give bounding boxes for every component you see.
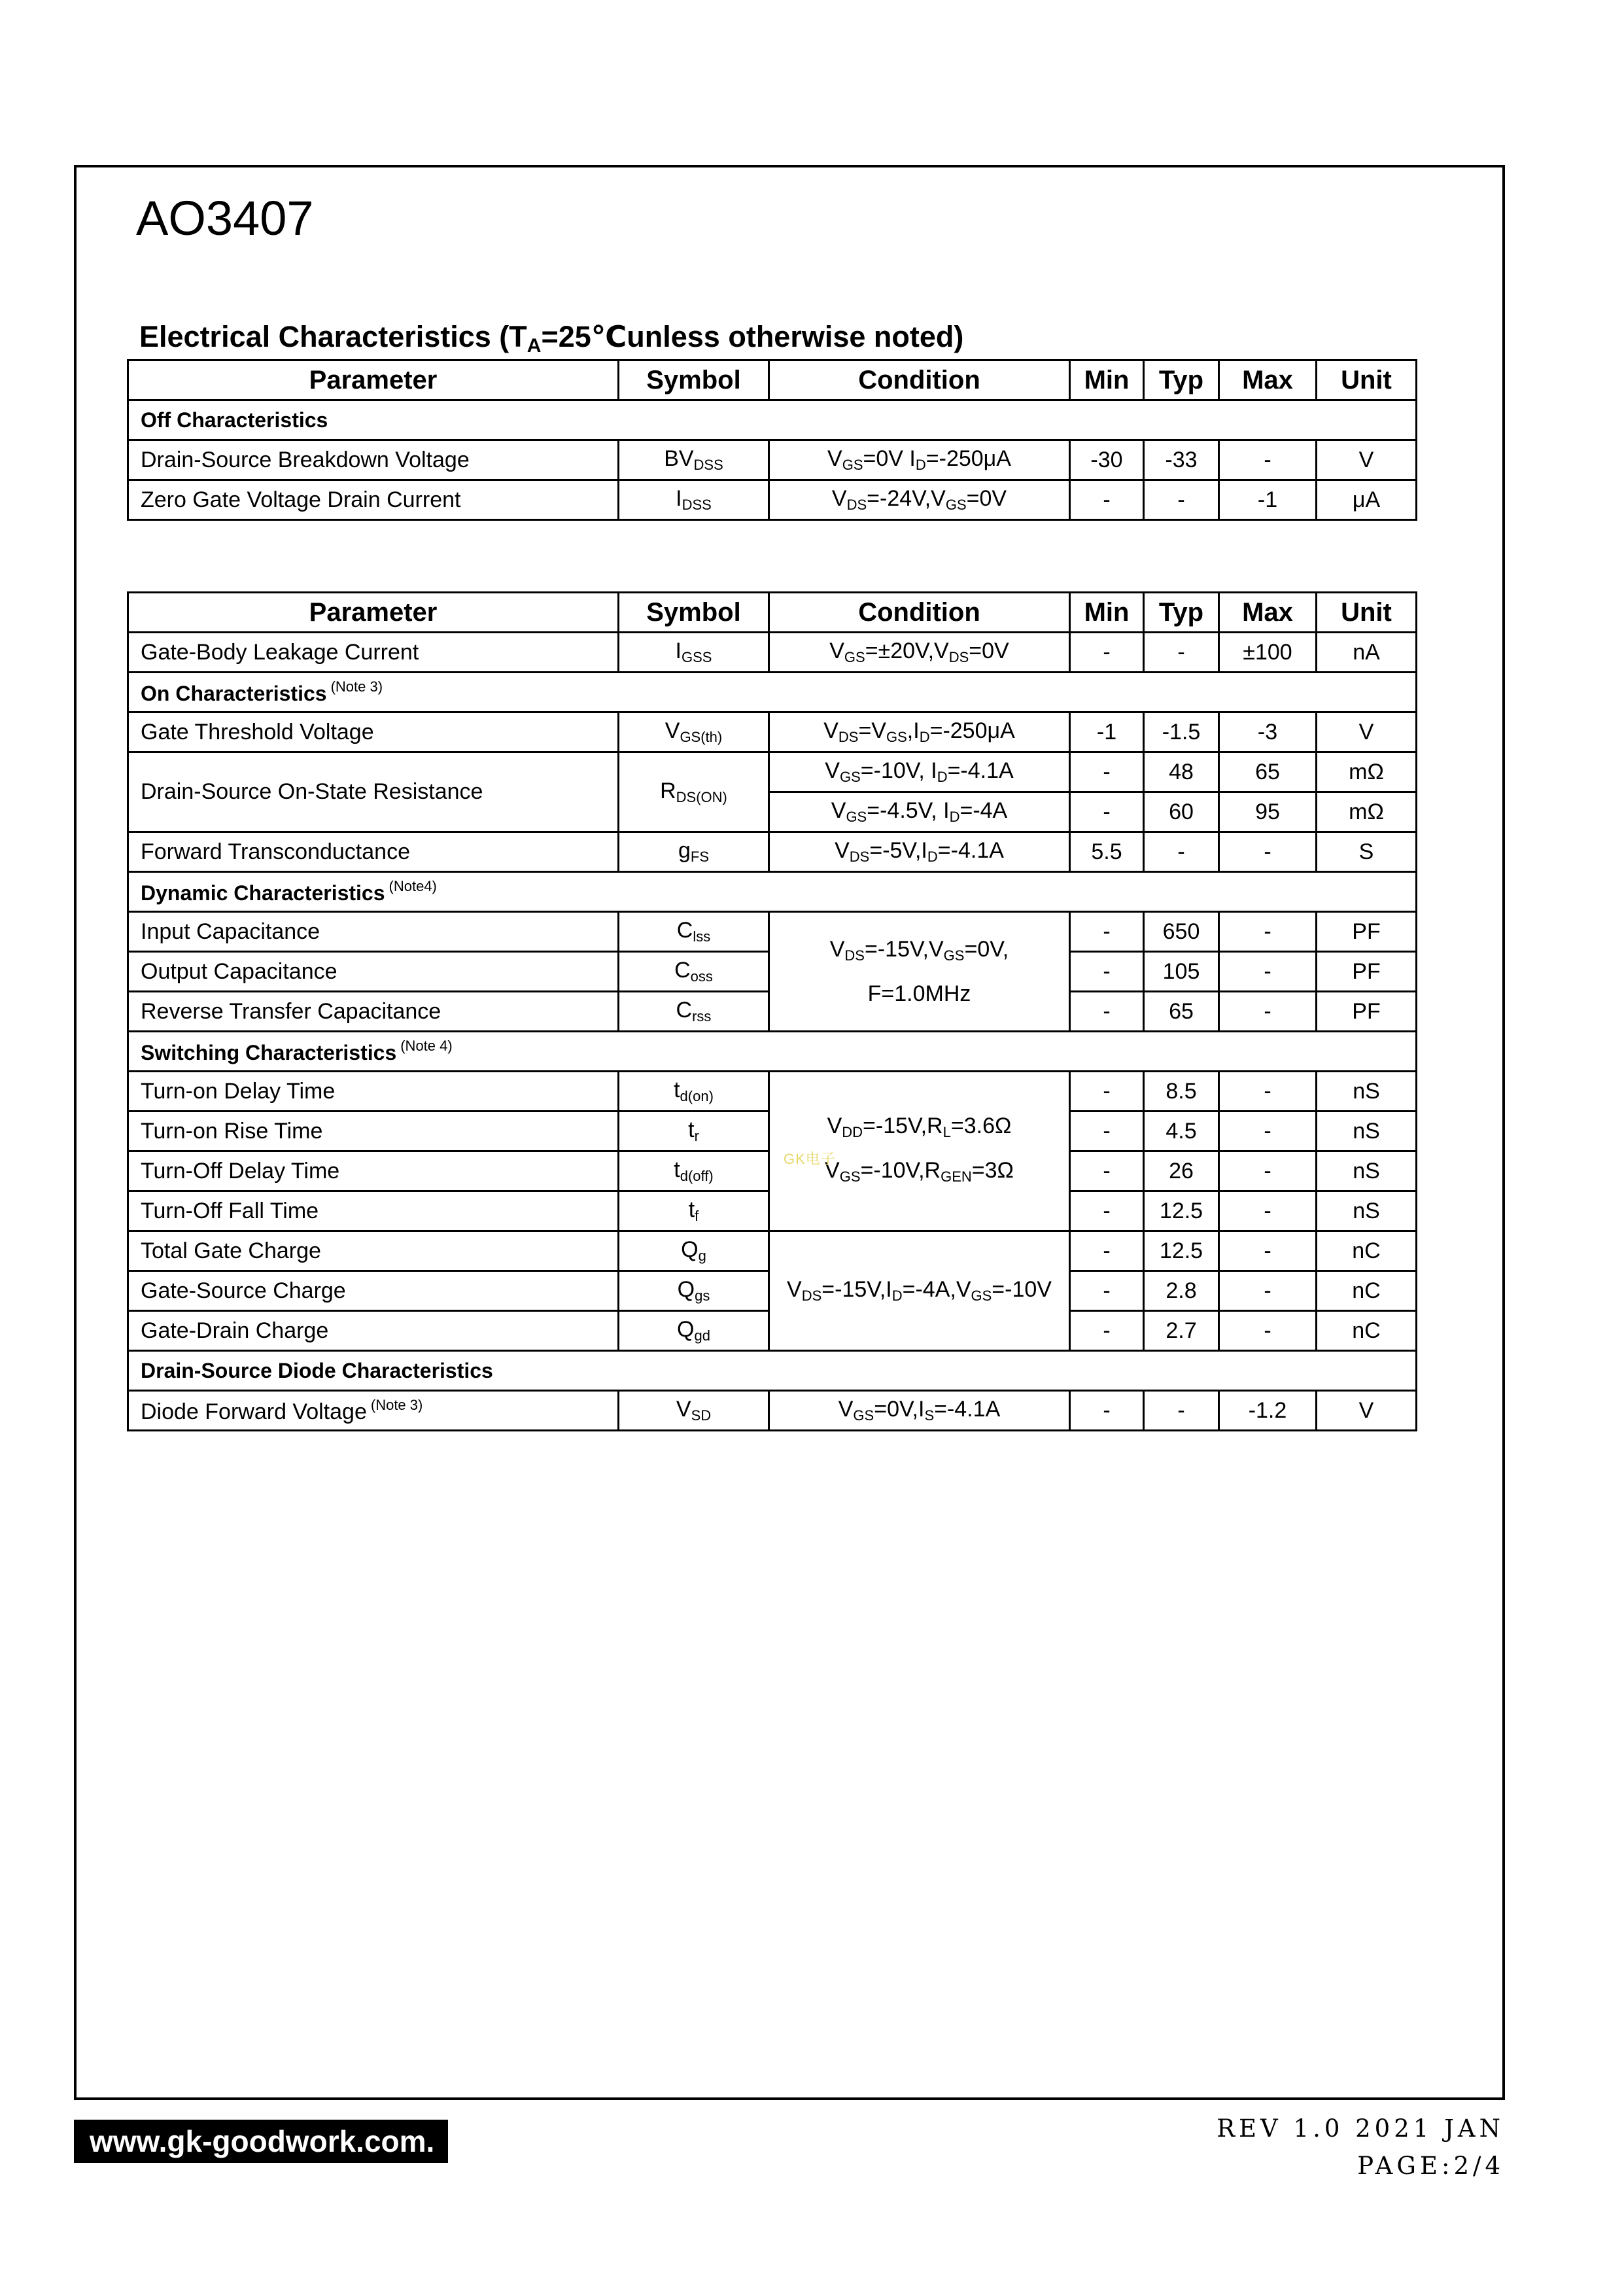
heading-subscript: A [527,335,542,357]
param-cell: Total Gate Charge [128,1231,619,1271]
unit-cell: PF [1317,912,1417,952]
table-row [128,752,1417,792]
param-cell: Zero Gate Voltage Drain Current [128,480,619,520]
typ-cell: 26 [1144,1151,1219,1191]
param-cell: Turn-on Rise Time [128,1112,619,1151]
table-row [128,712,1417,752]
max-cell: - [1219,440,1317,480]
characteristics-table [127,591,1417,1431]
param-cell: Turn-Off Fall Time [128,1191,619,1231]
condition-cell: $V_{GS}=-10V$, $I_D=-4.1A$ [769,752,1070,792]
symbol-cell: $V_{SD}$ [619,1391,769,1431]
typ-cell: 12.5 [1144,1231,1219,1271]
symbol-cell: $V_{GS(th)}$ [619,712,769,752]
symbol-cell: $R_{DS(ON)}$ [619,752,769,832]
symbol-cell: $C_{lss}$ [619,912,769,952]
typ-cell: 60 [1144,792,1219,832]
param-cell: Gate-Source Charge [128,1271,619,1311]
unit-cell: V [1317,440,1417,480]
max-cell: - [1219,912,1317,952]
condition-line: $V_{DD}=-15V,R_L=3.6\Omega$ [827,1113,1012,1140]
unit-cell: mΩ [1317,752,1417,792]
param-cell: Input Capacitance [128,912,619,952]
table-row [128,633,1417,673]
param-cell: Forward Transconductance [128,832,619,872]
unit-cell: nS [1317,1112,1417,1151]
header-condition: Condition [769,360,1070,400]
max-cell: 95 [1219,792,1317,832]
condition-cell: $V_{GS}=0V$ $I_D=-250\mu A$ [769,440,1070,480]
note-ref: (Note 4) [400,1038,453,1054]
header-min: Min [1070,593,1144,633]
unit-cell: nS [1317,1072,1417,1112]
max-cell: -1 [1219,480,1317,520]
symbol-cell: $g_{FS}$ [619,832,769,872]
off-characteristics-table [127,359,1417,521]
section-row [128,400,1417,440]
max-cell: - [1219,992,1317,1032]
max-cell: -3 [1219,712,1317,752]
typ-cell: 65 [1144,992,1219,1032]
param-cell: Drain-Source Breakdown Voltage [128,440,619,480]
website-label: www.gk-goodwork.com. [74,2120,448,2163]
heading-prefix: Electrical Characteristics (T [139,320,527,353]
param-cell: Gate-Body Leakage Current [128,633,619,673]
unit-cell: nA [1317,633,1417,673]
section-row [128,1351,1417,1391]
note-ref: (Note 3) [330,678,383,695]
table-row [128,1072,1417,1112]
note-ref: (Note4) [389,878,437,894]
section-diode-characteristics: Drain-Source Diode Characteristics [128,1351,1417,1391]
param-cell: Turn-Off Delay Time [128,1151,619,1191]
typ-cell: 12.5 [1144,1191,1219,1231]
header-typ: Typ [1144,360,1219,400]
page-number: PAGE:2/4 [1357,2152,1504,2181]
table-row [128,1231,1417,1271]
max-cell: - [1219,1271,1317,1311]
header-condition: Condition [769,593,1070,633]
section-row [128,1032,1417,1072]
table-row [128,912,1417,952]
unit-cell: V [1317,1391,1417,1431]
table-row [128,832,1417,872]
unit-cell: S [1317,832,1417,872]
max-cell: - [1219,1191,1317,1231]
section-dynamic-characteristics: Dynamic Characteristics $^{(Note4)}$ [128,872,1417,912]
header-parameter: Parameter [128,593,619,633]
symbol-cell: $Q_g$ [619,1231,769,1271]
typ-cell: - [1144,832,1219,872]
unit-cell: PF [1317,952,1417,992]
symbol-cell: $t_r$ [619,1112,769,1151]
condition-line: $V_{GS}=-10V,R_{GEN}=3\Omega$ [825,1157,1014,1185]
typ-cell: - [1144,1391,1219,1431]
revision-info [1217,2110,1504,2185]
unit-cell: nC [1317,1271,1417,1311]
condition-cell: $V_{DS}=-24V,V_{GS}=0V$ [769,480,1070,520]
min-cell: -1 [1070,712,1144,752]
condition-line: $V_{DS}=-15V,V_{GS}=0V$, [829,937,1009,964]
typ-cell: 105 [1144,952,1219,992]
section-switching-characteristics: Switching Characteristics $^{(Note 4)}$ [128,1032,1417,1072]
max-cell: - [1219,1151,1317,1191]
condition-line: F=1.0MHz [867,981,971,1006]
max-cell: - [1219,1231,1317,1271]
condition-cell: $V_{GS}=-4.5V$, $I_D=-4A$ [769,792,1070,832]
typ-cell: 4.5 [1144,1112,1219,1151]
max-cell: - [1219,952,1317,992]
min-cell: -30 [1070,440,1144,480]
typ-cell: 8.5 [1144,1072,1219,1112]
typ-cell: - [1144,633,1219,673]
max-cell: - [1219,832,1317,872]
section-off-characteristics: Off Characteristics [128,400,1417,440]
unit-cell: V [1317,712,1417,752]
header-max: Max [1219,360,1317,400]
symbol-cell: $BV_{DSS}$ [619,440,769,480]
header-unit: Unit [1317,360,1417,400]
min-cell: - [1070,1151,1144,1191]
unit-cell: μA [1317,480,1417,520]
param-cell: Gate Threshold Voltage [128,712,619,752]
header-typ: Typ [1144,593,1219,633]
param-cell: Drain-Source On-State Resistance [128,752,619,832]
min-cell: - [1070,1271,1144,1311]
symbol-cell: $Q_{gd}$ [619,1311,769,1351]
typ-cell: 2.8 [1144,1271,1219,1311]
min-cell: - [1070,633,1144,673]
section-on-characteristics: On Characteristics $^{(Note 3)}$ [128,673,1417,712]
typ-cell: 48 [1144,752,1219,792]
watermark: GK电子 [784,1151,836,1167]
min-cell: - [1070,1072,1144,1112]
table-header-row [128,360,1417,400]
symbol-cell: $t_f$ [619,1191,769,1231]
condition-cell: $V_{DS}=-5V,I_D=-4.1A$ [769,832,1070,872]
typ-cell: -1.5 [1144,712,1219,752]
min-cell: - [1070,1391,1144,1431]
section-row [128,673,1417,712]
max-cell: - [1219,1072,1317,1112]
unit-cell: PF [1317,992,1417,1032]
symbol-cell: $C_{rss}$ [619,992,769,1032]
unit-cell: nS [1317,1191,1417,1231]
condition-cell [769,912,1070,1032]
symbol-cell: $Q_{gs}$ [619,1271,769,1311]
condition-cell: $V_{GS}=\pm 20V,V_{DS}=0V$ [769,633,1070,673]
max-cell: ±100 [1219,633,1317,673]
symbol-cell: $I_{GSS}$ [619,633,769,673]
table-header-row [128,593,1417,633]
revision-text: REV 1.0 2021 JAN [1217,2114,1504,2143]
param-cell: Turn-on Delay Time [128,1072,619,1112]
section-heading [139,322,963,356]
symbol-cell: $t_{d(on)}$ [619,1072,769,1112]
param-cell: Gate-Drain Charge [128,1311,619,1351]
max-cell: - [1219,1112,1317,1151]
max-cell: 65 [1219,752,1317,792]
header-max: Max [1219,593,1317,633]
table-row [128,1391,1417,1431]
symbol-cell: $C_{oss}$ [619,952,769,992]
symbol-cell: $I_{DSS}$ [619,480,769,520]
min-cell: - [1070,1112,1144,1151]
typ-cell: - [1144,480,1219,520]
unit-cell: nS [1317,1151,1417,1191]
section-row [128,872,1417,912]
header-symbol: Symbol [619,593,769,633]
condition-cell: $V_{GS}=0V,I_S=-4.1A$ [769,1391,1070,1431]
typ-cell: -33 [1144,440,1219,480]
min-cell: 5.5 [1070,832,1144,872]
part-number-title: AO3407 [136,191,314,245]
min-cell: - [1070,480,1144,520]
param-cell: Reverse Transfer Capacitance [128,992,619,1032]
table-row [128,480,1417,520]
unit-cell: mΩ [1317,792,1417,832]
max-cell: - [1219,1311,1317,1351]
heading-suffix: =25℃unless otherwise noted) [541,320,964,353]
condition-cell: $V_{DS}=V_{GS},I_D=-250\mu A$ [769,712,1070,752]
table-row [128,440,1417,480]
unit-cell: nC [1317,1311,1417,1351]
min-cell: - [1070,792,1144,832]
condition-cell: $V_{DS}=-15V,I_D=-4A,V_{GS}=-10V$ [769,1231,1070,1351]
max-cell: -1.2 [1219,1391,1317,1431]
header-parameter: Parameter [128,360,619,400]
typ-cell: 2.7 [1144,1311,1219,1351]
typ-cell: 650 [1144,912,1219,952]
header-unit: Unit [1317,593,1417,633]
min-cell: - [1070,912,1144,952]
min-cell: - [1070,952,1144,992]
min-cell: - [1070,1191,1144,1231]
min-cell: - [1070,752,1144,792]
header-min: Min [1070,360,1144,400]
min-cell: - [1070,1311,1144,1351]
unit-cell: nC [1317,1231,1417,1271]
min-cell: - [1070,992,1144,1032]
header-symbol: Symbol [619,360,769,400]
symbol-cell: $t_{d(off)}$ [619,1151,769,1191]
min-cell: - [1070,1231,1144,1271]
note-ref: (Note 3) [370,1396,423,1413]
param-cell: Diode Forward Voltage $^{(Note 3)}$ [128,1391,619,1431]
param-cell: Output Capacitance [128,952,619,992]
